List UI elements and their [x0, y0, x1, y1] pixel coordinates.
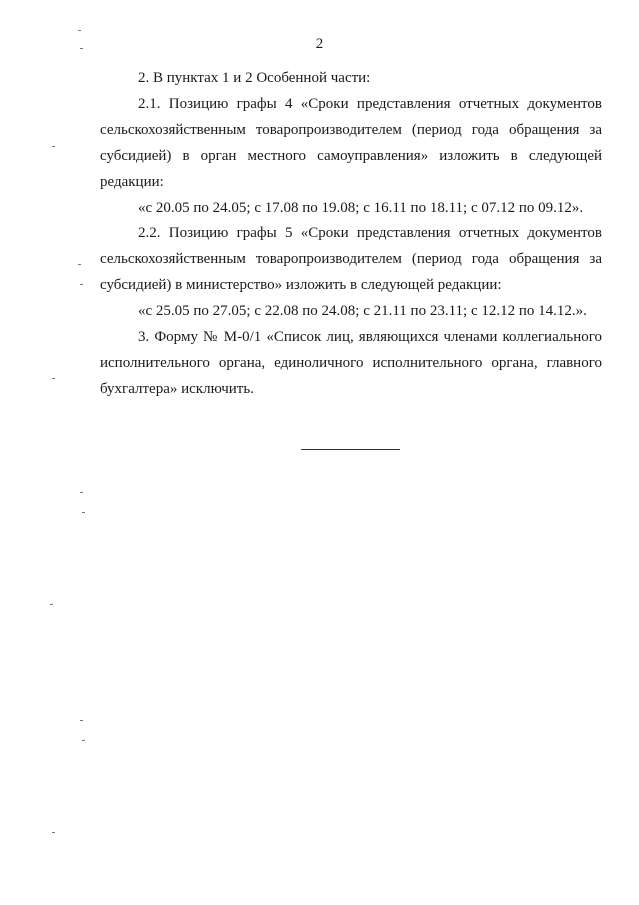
scan-mark — [82, 740, 85, 741]
paragraph-2-1: 2.1. Позицию графы 4 «Сроки представления отчетных документов сельскохозяйственным товаропроизводителем (период года обращения за субсидией) в орган местного самоуправления» изложить в следующей редакции: — [100, 95, 602, 190]
scan-mark — [78, 30, 81, 31]
scan-mark — [52, 378, 55, 379]
page-number: 2 — [315, 36, 324, 52]
paragraph-3: 3. Форму № М-0/1 «Список лиц, являющихся членами коллегиального исполнительного органа, единоличного исполнительного органа, главного бухгалтера» исключить. — [100, 329, 602, 397]
scan-mark — [80, 720, 83, 721]
paragraph-2-heading: 2. В пунктах 1 и 2 Особенной части: — [138, 70, 371, 86]
scan-mark — [50, 604, 53, 605]
paragraph-2-1-dates: «с 20.05 по 24.05; с 17.08 по 19.08; с 16.11 по 18.11; с 07.12 по 09.12». — [138, 199, 584, 216]
scan-mark — [80, 48, 83, 49]
paragraph-2-2-dates: «с 25.05 по 27.05; с 22.08 по 24.08; с 21.11 по 23.11; с 12.12 по 14.12.». — [138, 303, 587, 320]
paragraph-2-2: 2.2. Позицию графы 5 «Сроки представления отчетных документов сельскохозяйственным товаропроизводителем (период года обращения за субсидией) в министерство» изложить в следующей редакции: — [100, 225, 602, 294]
scan-mark — [78, 264, 81, 265]
closing-divider-line — [301, 449, 400, 450]
document-body — [100, 66, 602, 403]
scan-mark — [52, 146, 55, 147]
scan-mark — [80, 492, 83, 493]
scan-mark — [82, 512, 85, 513]
scan-mark — [52, 832, 55, 833]
scan-mark — [80, 284, 83, 285]
